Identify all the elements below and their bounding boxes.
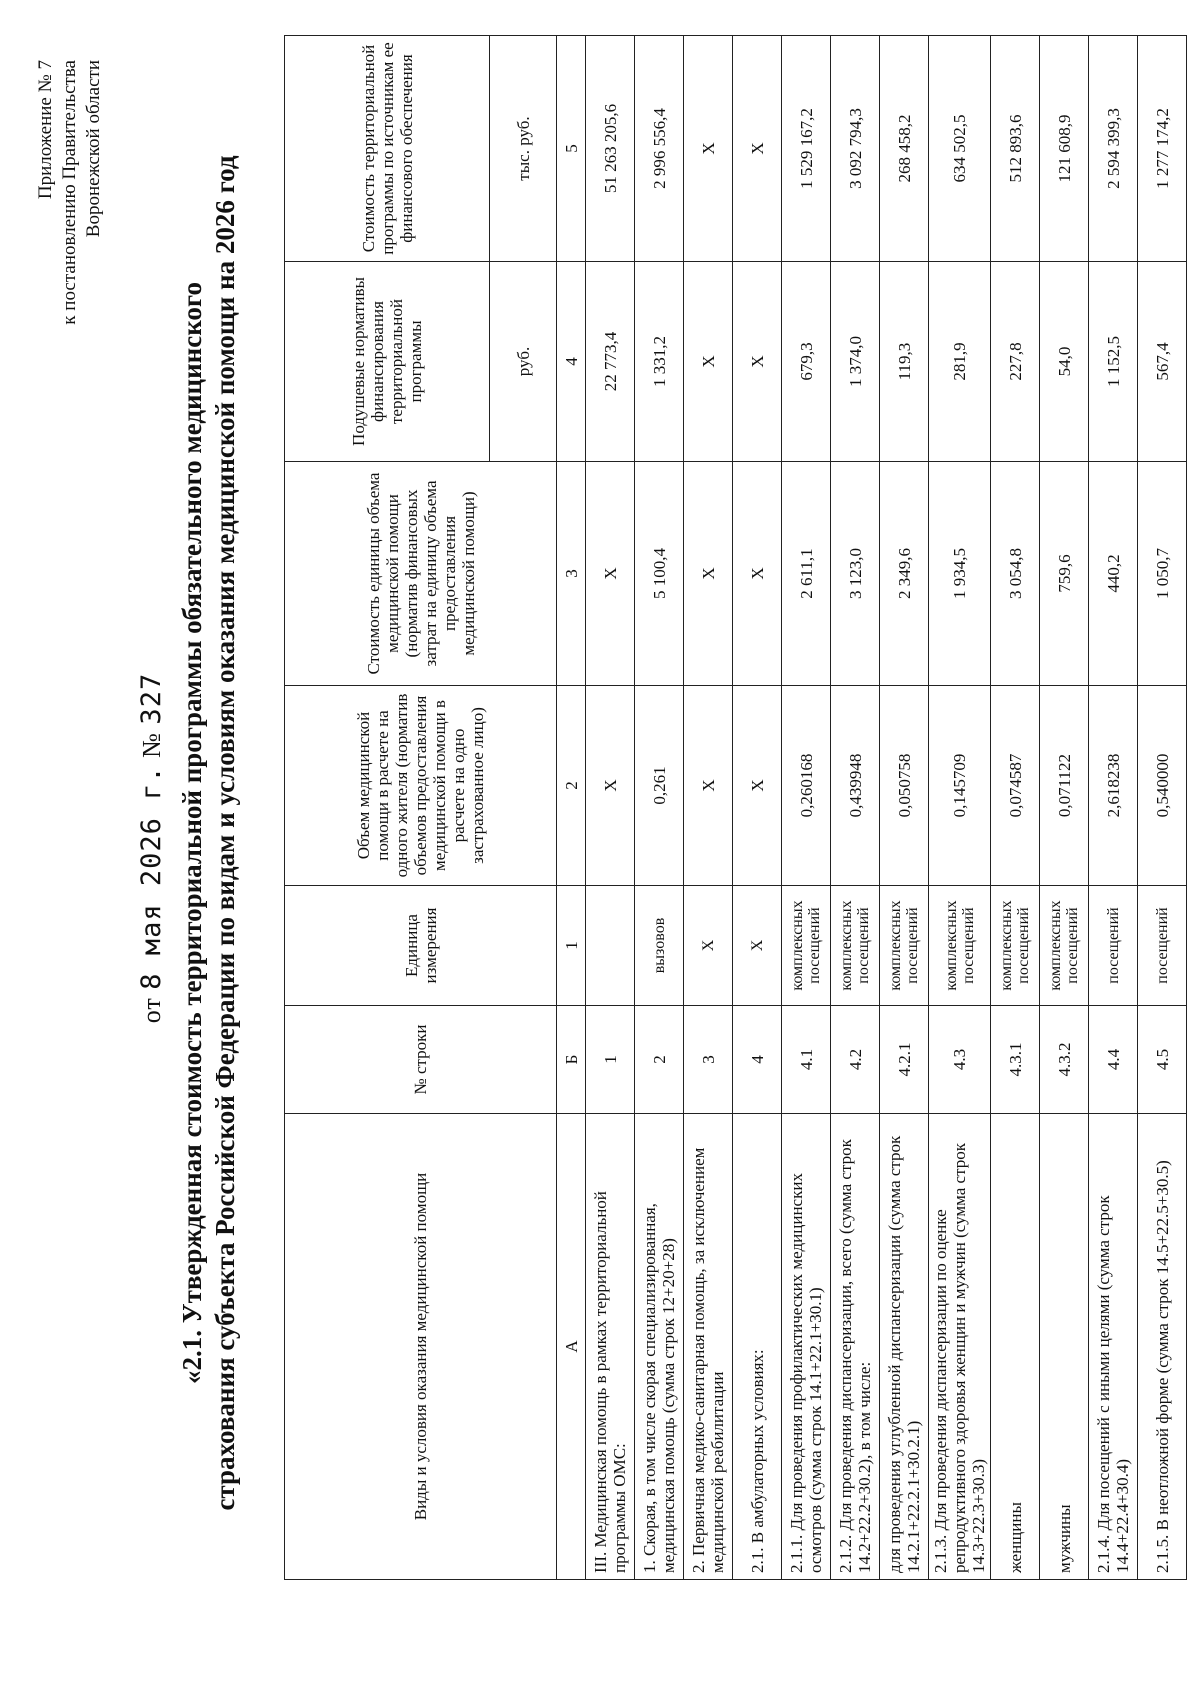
cell-per-capita: Х bbox=[733, 262, 782, 462]
cell-program-cost: 634 502,5 bbox=[929, 36, 991, 262]
cell-unit-cost: 1 934,5 bbox=[929, 462, 991, 686]
cell-unit-cost: 2 349,6 bbox=[880, 462, 929, 686]
cell-row-number: 4.2 bbox=[831, 1006, 880, 1114]
cell-row-number: 3 bbox=[684, 1006, 733, 1114]
header-per-capita: Подушевые нормативы финансирования территориальной программы bbox=[285, 262, 490, 462]
cell-unit-cost: 3 054,8 bbox=[991, 462, 1040, 686]
col-number: А bbox=[557, 1114, 586, 1580]
cell-program-cost: Х bbox=[733, 36, 782, 262]
cell-per-capita: 679,3 bbox=[782, 262, 831, 462]
cell-kind: 2. Первичная медико-санитарная помощь, за исключением медицинской реабилитации bbox=[684, 1114, 733, 1580]
cell-kind: 1. Скорая, в том числе скорая специализированная, медицинская помощь (сумма строк 12+20+28) bbox=[635, 1114, 684, 1580]
cell-unit-cost: 1 050,7 bbox=[1138, 462, 1187, 686]
cell-volume: 0,260168 bbox=[782, 686, 831, 886]
header-unit-cost: Стоимость единицы объема медицинской помощи (норматив финансовых затрат на единицу объема предоставления медицинской помощи) bbox=[285, 462, 557, 686]
cell-unit bbox=[586, 886, 635, 1006]
header-program-cost: Стоимость территориальной программы по источникам ее финансового обеспечения bbox=[285, 36, 490, 262]
cell-unit: комплексных посещений bbox=[831, 886, 880, 1006]
document-title bbox=[176, 90, 242, 1576]
cell-program-cost: Х bbox=[684, 36, 733, 262]
unit-per-capita: руб. bbox=[490, 262, 557, 462]
table-row bbox=[880, 36, 929, 1580]
cell-kind: 2.1.5. В неотложной форме (сумма строк 14.5+22.5+30.5) bbox=[1138, 1114, 1187, 1580]
table-row bbox=[586, 36, 635, 1580]
col-number: Б bbox=[557, 1006, 586, 1114]
decree-number: 327 bbox=[136, 672, 167, 725]
cell-row-number: 4.1 bbox=[782, 1006, 831, 1114]
cell-program-cost: 1 529 167,2 bbox=[782, 36, 831, 262]
cell-row-number: 4 bbox=[733, 1006, 782, 1114]
cell-unit-cost: Х bbox=[733, 462, 782, 686]
cell-volume: 0,050758 bbox=[880, 686, 929, 886]
column-numbers-row bbox=[557, 36, 586, 1580]
cell-volume: Х bbox=[733, 686, 782, 886]
cell-per-capita: 54,0 bbox=[1040, 262, 1089, 462]
table-row bbox=[991, 36, 1040, 1580]
cell-per-capita: 281,9 bbox=[929, 262, 991, 462]
cell-row-number: 4.4 bbox=[1089, 1006, 1138, 1114]
cell-unit-cost: 440,2 bbox=[1089, 462, 1138, 686]
cell-row-number: 4.3 bbox=[929, 1006, 991, 1114]
cell-per-capita: 1 152,5 bbox=[1089, 262, 1138, 462]
table-row bbox=[684, 36, 733, 1580]
table-row bbox=[929, 36, 991, 1580]
table-row bbox=[782, 36, 831, 1580]
cell-kind: для проведения углубленной диспансеризации (сумма строк 14.2.1+22.2.1+30.2.1) bbox=[880, 1114, 929, 1580]
cell-volume: 0,261 bbox=[635, 686, 684, 886]
cell-row-number: 4.5 bbox=[1138, 1006, 1187, 1114]
cell-row-number: 4.3.1 bbox=[991, 1006, 1040, 1114]
col-number: 4 bbox=[557, 262, 586, 462]
cell-kind: женщины bbox=[991, 1114, 1040, 1580]
header-row bbox=[285, 36, 490, 1580]
cell-program-cost: 121 608,9 bbox=[1040, 36, 1089, 262]
cell-volume: 2,618238 bbox=[1089, 686, 1138, 886]
table-row bbox=[733, 36, 782, 1580]
header-unit: Единица измерения bbox=[285, 886, 557, 1006]
cell-unit-cost: 2 611,1 bbox=[782, 462, 831, 686]
cell-kind: мужчины bbox=[1040, 1114, 1089, 1580]
cell-program-cost: 51 263 205,6 bbox=[586, 36, 635, 262]
appendix-line-3: Воронежской области bbox=[83, 60, 104, 238]
cell-unit: комплексных посещений bbox=[929, 886, 991, 1006]
header-kinds: Виды и условия оказания медицинской помощи bbox=[285, 1114, 557, 1580]
cell-per-capita: 1 331,2 bbox=[635, 262, 684, 462]
unit-program-cost: тыс. руб. bbox=[490, 36, 557, 262]
cell-row-number: 4.2.1 bbox=[880, 1006, 929, 1114]
col-number: 3 bbox=[557, 462, 586, 686]
cell-unit: Х bbox=[733, 886, 782, 1006]
cell-per-capita: 22 773,4 bbox=[586, 262, 635, 462]
cell-program-cost: 3 092 794,3 bbox=[831, 36, 880, 262]
cell-unit: Х bbox=[684, 886, 733, 1006]
cell-unit-cost: 5 100,4 bbox=[635, 462, 684, 686]
cell-per-capita: 1 374,0 bbox=[831, 262, 880, 462]
cell-unit: посещений bbox=[1138, 886, 1187, 1006]
appendix-line-1: Приложение № 7 bbox=[35, 60, 56, 200]
decree-number-label: № bbox=[137, 732, 166, 758]
cell-row-number: 4.3.2 bbox=[1040, 1006, 1089, 1114]
cell-per-capita: 567,4 bbox=[1138, 262, 1187, 462]
cell-unit: комплексных посещений bbox=[991, 886, 1040, 1006]
cell-row-number: 2 bbox=[635, 1006, 684, 1114]
table-row bbox=[1040, 36, 1089, 1580]
cell-program-cost: 268 458,2 bbox=[880, 36, 929, 262]
decree-prefix: от bbox=[137, 997, 166, 1024]
cell-program-cost: 512 893,6 bbox=[991, 36, 1040, 262]
cell-unit: вызовов bbox=[635, 886, 684, 1006]
cell-per-capita: Х bbox=[684, 262, 733, 462]
col-number: 5 bbox=[557, 36, 586, 262]
table-row bbox=[1089, 36, 1138, 1580]
cell-volume: 0,071122 bbox=[1040, 686, 1089, 886]
title-line-2: страхования субъекта Российской Федерации по видам и условиям оказания медицинской помощи на 2026 год bbox=[210, 155, 240, 1511]
cell-unit-cost: 3 123,0 bbox=[831, 462, 880, 686]
col-number: 2 bbox=[557, 686, 586, 886]
cell-kind: III. Медицинская помощь в рамках территориальной программы ОМС: bbox=[586, 1114, 635, 1580]
cell-volume: Х bbox=[586, 686, 635, 886]
cell-unit-cost: 759,6 bbox=[1040, 462, 1089, 686]
cell-kind: 2.1. В амбулаторных условиях: bbox=[733, 1114, 782, 1580]
header-row-number: № строки bbox=[285, 1006, 557, 1114]
cell-row-number: 1 bbox=[586, 1006, 635, 1114]
cell-program-cost: 2 996 556,4 bbox=[635, 36, 684, 262]
table-row bbox=[635, 36, 684, 1580]
cell-kind: 2.1.2. Для проведения диспансеризации, всего (сумма строк 14.2+22.2+30.2), в том числе: bbox=[831, 1114, 880, 1580]
decree-date: 8 мая 2026 г. bbox=[136, 765, 167, 990]
cell-unit: комплексных посещений bbox=[1040, 886, 1089, 1006]
cell-volume: Х bbox=[684, 686, 733, 886]
program-cost-table bbox=[284, 35, 1187, 1580]
cell-volume: 0,074587 bbox=[991, 686, 1040, 886]
cell-unit: комплексных посещений bbox=[880, 886, 929, 1006]
decree-line bbox=[136, 0, 167, 1696]
cell-volume: 0,145709 bbox=[929, 686, 991, 886]
cell-volume: 0,540000 bbox=[1138, 686, 1187, 886]
cell-per-capita: 227,8 bbox=[991, 262, 1040, 462]
cell-unit-cost: Х bbox=[684, 462, 733, 686]
title-line-1: «2.1. Утвержденная стоимость территориальной программы обязательного медицинского bbox=[177, 282, 207, 1384]
table-row bbox=[1138, 36, 1187, 1580]
cell-program-cost: 1 277 174,2 bbox=[1138, 36, 1187, 262]
cell-unit: посещений bbox=[1089, 886, 1138, 1006]
cell-unit-cost: Х bbox=[586, 462, 635, 686]
appendix-line-2: к постановлению Правительства bbox=[59, 60, 80, 325]
appendix-header bbox=[34, 60, 106, 480]
cell-per-capita: 119,3 bbox=[880, 262, 929, 462]
cell-kind: 2.1.1. Для проведения профилактических медицинских осмотров (сумма строк 14.1+22.1+30.1) bbox=[782, 1114, 831, 1580]
table-row bbox=[831, 36, 880, 1580]
cell-volume: 0,439948 bbox=[831, 686, 880, 886]
header-volume: Объем медицинской помощи в расчете на одного жителя (норматив объемов предоставления медицинской помощи в расчете на одно застрахованное лицо) bbox=[285, 686, 557, 886]
cell-kind: 2.1.4. Для посещений с иными целями (сумма строк 14.4+22.4+30.4) bbox=[1089, 1114, 1138, 1580]
cell-program-cost: 2 594 399,3 bbox=[1089, 36, 1138, 262]
col-number: 1 bbox=[557, 886, 586, 1006]
cell-kind: 2.1.3. Для проведения диспансеризации по оценке репродуктивного здоровья женщин и мужчин (сумма строк 14.3+22.3+30.3) bbox=[929, 1114, 991, 1580]
cell-unit: комплексных посещений bbox=[782, 886, 831, 1006]
